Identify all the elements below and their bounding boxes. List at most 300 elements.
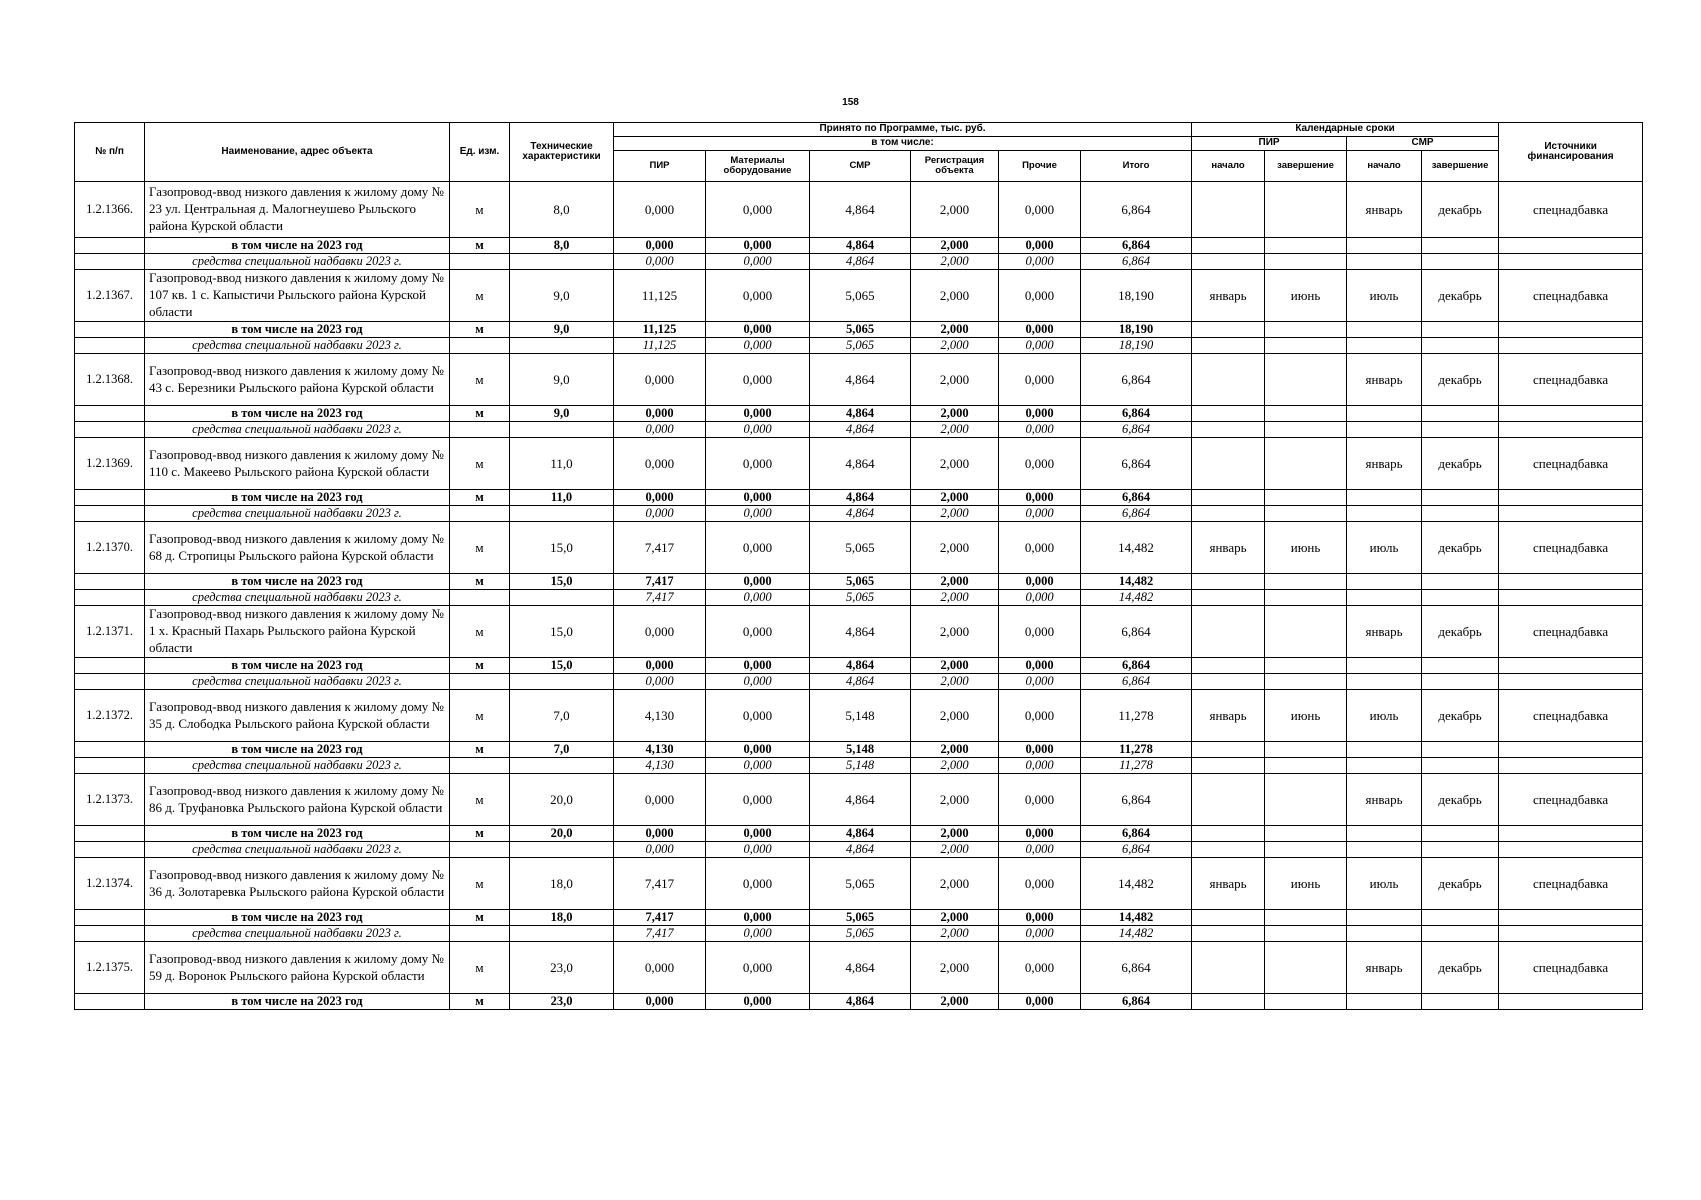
empty-cell [1347,574,1422,590]
pir-start-cell: январь [1192,858,1265,910]
tech-cell: 7,0 [510,742,614,758]
empty-cell [1192,826,1265,842]
table-row [75,270,1643,322]
other-cell: 0,000 [999,238,1081,254]
total-cell: 11,278 [1081,690,1192,742]
materials-cell: 0,000 [706,994,810,1010]
empty-cell [75,926,145,942]
fund-label: средства специальной надбавки 2023 г. [145,926,450,942]
empty-cell [75,658,145,674]
empty-cell [75,674,145,690]
unit-cell: м [450,826,510,842]
pir-end-cell [1265,774,1347,826]
source-cell: спецнадбавка [1499,354,1643,406]
other-cell: 0,000 [999,674,1081,690]
pir-start-cell [1192,438,1265,490]
year-subtotal-row [75,910,1643,926]
smr-start-cell: январь [1347,354,1422,406]
other-cell: 0,000 [999,322,1081,338]
other-cell: 0,000 [999,438,1081,490]
total-cell: 6,864 [1081,606,1192,658]
row-number: 1.2.1369. [75,438,145,490]
empty-cell [510,254,614,270]
pir-cell: 0,000 [614,994,706,1010]
empty-cell [510,674,614,690]
total-cell: 14,482 [1081,522,1192,574]
cal-smr-header: СМР [1347,137,1499,151]
pir-cell: 0,000 [614,490,706,506]
other-cell: 0,000 [999,658,1081,674]
object-name: Газопровод-ввод низкого давления к жилому дому № 36 д. Золотаревка Рыльского района Курской области [145,858,450,910]
empty-cell [1347,674,1422,690]
col-smr-header: СМР [810,151,911,182]
tech-cell: 7,0 [510,690,614,742]
empty-cell [75,506,145,522]
empty-cell [510,506,614,522]
pir-cell: 0,000 [614,406,706,422]
other-cell: 0,000 [999,406,1081,422]
empty-cell [1499,994,1643,1010]
pir-start-cell: январь [1192,522,1265,574]
materials-cell: 0,000 [706,590,810,606]
materials-cell: 0,000 [706,406,810,422]
fund-subtotal-row [75,926,1643,942]
col-pir-start-header: начало [1192,151,1265,182]
smr-cell: 4,864 [810,254,911,270]
pir-cell: 7,417 [614,858,706,910]
empty-cell [75,406,145,422]
table-row [75,522,1643,574]
registration-cell: 2,000 [911,406,999,422]
source-cell: спецнадбавка [1499,942,1643,994]
accepted-header: Принято по Программе, тыс. руб. [614,123,1192,137]
year-subtotal-row [75,826,1643,842]
smr-cell: 4,864 [810,774,911,826]
table-body [75,182,1643,1010]
registration-cell: 2,000 [911,926,999,942]
smr-end-cell: декабрь [1422,858,1499,910]
fund-label: средства специальной надбавки 2023 г. [145,254,450,270]
table-header [75,123,1643,182]
empty-cell [1422,742,1499,758]
total-cell: 6,864 [1081,422,1192,438]
empty-cell [1499,238,1643,254]
other-cell: 0,000 [999,590,1081,606]
smr-cell: 4,864 [810,182,911,238]
pir-end-cell [1265,354,1347,406]
empty-cell [1192,758,1265,774]
pir-cell: 7,417 [614,910,706,926]
smr-cell: 5,065 [810,338,911,354]
empty-cell [1347,406,1422,422]
total-cell: 11,278 [1081,758,1192,774]
empty-cell [75,842,145,858]
year-subtotal-row [75,490,1643,506]
smr-start-cell: июль [1347,690,1422,742]
year-subtotal-row [75,742,1643,758]
materials-cell: 0,000 [706,182,810,238]
empty-cell [1422,506,1499,522]
year-label: в том числе на 2023 год [145,238,450,254]
empty-cell [1347,422,1422,438]
other-cell: 0,000 [999,338,1081,354]
tech-cell: 8,0 [510,238,614,254]
object-name: Газопровод-ввод низкого давления к жилому дому № 107 кв. 1 с. Капыстичи Рыльского района Курской области [145,270,450,322]
materials-cell: 0,000 [706,238,810,254]
materials-cell: 0,000 [706,422,810,438]
tech-cell: 15,0 [510,574,614,590]
fund-subtotal-row [75,506,1643,522]
col-materials-header: Материалы оборудование [706,151,810,182]
registration-cell: 2,000 [911,238,999,254]
empty-cell [1422,674,1499,690]
total-cell: 6,864 [1081,942,1192,994]
year-label: в том числе на 2023 год [145,406,450,422]
including-header: в том числе: [614,137,1192,151]
empty-cell [1347,238,1422,254]
empty-cell [1499,574,1643,590]
object-name: Газопровод-ввод низкого давления к жилому дому № 59 д. Воронок Рыльского района Курской области [145,942,450,994]
empty-cell [1265,490,1347,506]
registration-cell: 2,000 [911,774,999,826]
empty-cell [1192,422,1265,438]
other-cell: 0,000 [999,522,1081,574]
empty-cell [1192,910,1265,926]
materials-cell: 0,000 [706,774,810,826]
smr-cell: 4,864 [810,842,911,858]
fund-subtotal-row [75,590,1643,606]
pir-cell: 0,000 [614,826,706,842]
empty-cell [1499,826,1643,842]
registration-cell: 2,000 [911,758,999,774]
unit-cell: м [450,522,510,574]
empty-cell [1422,322,1499,338]
empty-cell [450,926,510,942]
registration-cell: 2,000 [911,338,999,354]
smr-cell: 4,864 [810,238,911,254]
pir-end-cell: июнь [1265,690,1347,742]
unit-cell: м [450,574,510,590]
empty-cell [75,338,145,354]
total-cell: 6,864 [1081,438,1192,490]
year-subtotal-row [75,574,1643,590]
pir-cell: 0,000 [614,238,706,254]
empty-cell [1265,994,1347,1010]
smr-cell: 4,864 [810,826,911,842]
empty-cell [510,338,614,354]
empty-cell [1192,322,1265,338]
other-cell: 0,000 [999,742,1081,758]
source-cell: спецнадбавка [1499,270,1643,322]
fund-subtotal-row [75,758,1643,774]
empty-cell [450,758,510,774]
empty-cell [1347,322,1422,338]
pir-cell: 0,000 [614,842,706,858]
registration-cell: 2,000 [911,858,999,910]
fund-label: средства специальной надбавки 2023 г. [145,842,450,858]
tech-cell: 18,0 [510,910,614,926]
row-number: 1.2.1374. [75,858,145,910]
fund-subtotal-row [75,338,1643,354]
unit-cell: м [450,406,510,422]
empty-cell [75,422,145,438]
smr-end-cell: декабрь [1422,354,1499,406]
empty-cell [1265,338,1347,354]
other-cell: 0,000 [999,910,1081,926]
table-row [75,690,1643,742]
other-cell: 0,000 [999,758,1081,774]
tech-cell: 11,0 [510,490,614,506]
empty-cell [75,574,145,590]
empty-cell [1347,506,1422,522]
pir-start-cell: январь [1192,270,1265,322]
other-cell: 0,000 [999,270,1081,322]
source-cell: спецнадбавка [1499,182,1643,238]
row-number: 1.2.1375. [75,942,145,994]
empty-cell [1422,758,1499,774]
empty-cell [510,422,614,438]
year-label: в том числе на 2023 год [145,658,450,674]
pir-end-cell: июнь [1265,522,1347,574]
empty-cell [450,338,510,354]
total-cell: 6,864 [1081,506,1192,522]
year-label: в том числе на 2023 год [145,994,450,1010]
calendar-header: Календарные сроки [1192,123,1499,137]
empty-cell [1422,826,1499,842]
program-table [74,122,1643,1010]
year-subtotal-row [75,406,1643,422]
smr-start-cell: июль [1347,270,1422,322]
materials-cell: 0,000 [706,742,810,758]
total-cell: 6,864 [1081,490,1192,506]
unit-cell: м [450,774,510,826]
empty-cell [1265,506,1347,522]
empty-cell [1499,758,1643,774]
empty-cell [75,490,145,506]
col-unit-header: Ед. изм. [450,123,510,182]
empty-cell [1265,742,1347,758]
materials-cell: 0,000 [706,842,810,858]
empty-cell [510,758,614,774]
object-name: Газопровод-ввод низкого давления к жилому дому № 35 д. Слободка Рыльского района Курской области [145,690,450,742]
object-name: Газопровод-ввод низкого давления к жилому дому № 23 ул. Центральная д. Малогнеушево Рыльского района Курской области [145,182,450,238]
empty-cell [1422,574,1499,590]
table-row [75,774,1643,826]
materials-cell: 0,000 [706,254,810,270]
empty-cell [450,590,510,606]
registration-cell: 2,000 [911,438,999,490]
registration-cell: 2,000 [911,254,999,270]
other-cell: 0,000 [999,506,1081,522]
registration-cell: 2,000 [911,742,999,758]
pir-start-cell [1192,942,1265,994]
empty-cell [1347,842,1422,858]
smr-end-cell: декабрь [1422,606,1499,658]
row-number: 1.2.1373. [75,774,145,826]
year-label: в том числе на 2023 год [145,490,450,506]
registration-cell: 2,000 [911,422,999,438]
unit-cell: м [450,994,510,1010]
empty-cell [1499,254,1643,270]
row-number: 1.2.1367. [75,270,145,322]
unit-cell: м [450,270,510,322]
col-sources-header: Источники финансирования [1499,123,1643,182]
col-total-header: Итого [1081,151,1192,182]
empty-cell [1499,910,1643,926]
other-cell: 0,000 [999,942,1081,994]
pir-start-cell [1192,774,1265,826]
source-cell: спецнадбавка [1499,606,1643,658]
empty-cell [1422,238,1499,254]
empty-cell [1347,590,1422,606]
smr-cell: 4,864 [810,942,911,994]
smr-cell: 5,065 [810,590,911,606]
unit-cell: м [450,182,510,238]
other-cell: 0,000 [999,254,1081,270]
empty-cell [1347,826,1422,842]
table-row [75,438,1643,490]
row-number: 1.2.1368. [75,354,145,406]
object-name: Газопровод-ввод низкого давления к жилому дому № 110 с. Макеево Рыльского района Курской области [145,438,450,490]
smr-cell: 5,065 [810,926,911,942]
materials-cell: 0,000 [706,270,810,322]
smr-end-cell: декабрь [1422,182,1499,238]
empty-cell [1192,994,1265,1010]
registration-cell: 2,000 [911,994,999,1010]
unit-cell: м [450,690,510,742]
other-cell: 0,000 [999,858,1081,910]
col-smr-end-header: завершение [1422,151,1499,182]
empty-cell [1422,338,1499,354]
other-cell: 0,000 [999,422,1081,438]
empty-cell [1265,422,1347,438]
registration-cell: 2,000 [911,574,999,590]
col-other-header: Прочие [999,151,1081,182]
year-label: в том числе на 2023 год [145,826,450,842]
other-cell: 0,000 [999,842,1081,858]
total-cell: 14,482 [1081,590,1192,606]
smr-start-cell: июль [1347,522,1422,574]
col-num-header: № п/п [75,123,145,182]
registration-cell: 2,000 [911,910,999,926]
pir-cell: 0,000 [614,182,706,238]
source-cell: спецнадбавка [1499,522,1643,574]
smr-end-cell: декабрь [1422,270,1499,322]
empty-cell [1422,406,1499,422]
smr-cell: 4,864 [810,422,911,438]
registration-cell: 2,000 [911,590,999,606]
total-cell: 6,864 [1081,674,1192,690]
total-cell: 6,864 [1081,826,1192,842]
object-name: Газопровод-ввод низкого давления к жилому дому № 43 с. Березники Рыльского района Курской области [145,354,450,406]
unit-cell: м [450,490,510,506]
smr-cell: 5,065 [810,574,911,590]
col-tech-header: Технические характеристики [510,123,614,182]
empty-cell [75,742,145,758]
empty-cell [1499,674,1643,690]
tech-cell: 15,0 [510,658,614,674]
year-label: в том числе на 2023 год [145,574,450,590]
empty-cell [1347,910,1422,926]
materials-cell: 0,000 [706,506,810,522]
total-cell: 18,190 [1081,270,1192,322]
pir-cell: 7,417 [614,590,706,606]
empty-cell [75,826,145,842]
tech-cell: 20,0 [510,774,614,826]
empty-cell [75,758,145,774]
year-subtotal-row [75,658,1643,674]
empty-cell [1347,758,1422,774]
registration-cell: 2,000 [911,942,999,994]
materials-cell: 0,000 [706,522,810,574]
empty-cell [450,506,510,522]
empty-cell [1422,658,1499,674]
tech-cell: 15,0 [510,606,614,658]
smr-cell: 4,864 [810,438,911,490]
object-name: Газопровод-ввод низкого давления к жилому дому № 86 д. Труфановка Рыльского района Курской области [145,774,450,826]
total-cell: 14,482 [1081,574,1192,590]
empty-cell [1422,490,1499,506]
smr-cell: 4,864 [810,658,911,674]
empty-cell [1265,758,1347,774]
empty-cell [1265,926,1347,942]
empty-cell [1192,490,1265,506]
other-cell: 0,000 [999,774,1081,826]
pir-cell: 11,125 [614,338,706,354]
materials-cell: 0,000 [706,910,810,926]
empty-cell [1347,254,1422,270]
pir-end-cell [1265,942,1347,994]
registration-cell: 2,000 [911,842,999,858]
pir-start-cell [1192,182,1265,238]
materials-cell: 0,000 [706,438,810,490]
empty-cell [1192,506,1265,522]
smr-end-cell: декабрь [1422,942,1499,994]
empty-cell [1422,926,1499,942]
tech-cell: 23,0 [510,942,614,994]
empty-cell [1192,590,1265,606]
empty-cell [510,842,614,858]
row-number: 1.2.1371. [75,606,145,658]
registration-cell: 2,000 [911,674,999,690]
fund-subtotal-row [75,254,1643,270]
empty-cell [1499,406,1643,422]
tech-cell: 20,0 [510,826,614,842]
smr-end-cell: декабрь [1422,690,1499,742]
registration-cell: 2,000 [911,270,999,322]
pir-cell: 7,417 [614,522,706,574]
fund-label: средства специальной надбавки 2023 г. [145,674,450,690]
pir-end-cell [1265,182,1347,238]
empty-cell [1422,994,1499,1010]
fund-label: средства специальной надбавки 2023 г. [145,338,450,354]
total-cell: 6,864 [1081,238,1192,254]
total-cell: 14,482 [1081,926,1192,942]
table-row [75,606,1643,658]
pir-cell: 7,417 [614,574,706,590]
fund-label: средства специальной надбавки 2023 г. [145,758,450,774]
total-cell: 6,864 [1081,182,1192,238]
other-cell: 0,000 [999,490,1081,506]
materials-cell: 0,000 [706,606,810,658]
empty-cell [450,254,510,270]
other-cell: 0,000 [999,182,1081,238]
empty-cell [1422,254,1499,270]
empty-cell [1192,742,1265,758]
source-cell: спецнадбавка [1499,858,1643,910]
pir-cell: 4,130 [614,742,706,758]
pir-cell: 0,000 [614,354,706,406]
